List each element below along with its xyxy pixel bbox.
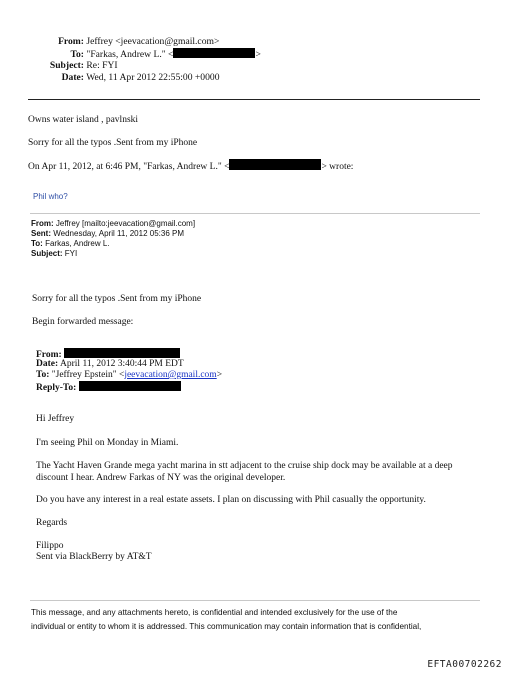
forward-to-row	[36, 370, 222, 381]
inner-divider	[30, 213, 480, 214]
forward-replyto-row	[36, 381, 181, 394]
forward-date-label: Date:	[36, 359, 59, 369]
redaction-box	[79, 381, 181, 391]
forward-to-suffix: >	[216, 370, 223, 380]
bates-number: EFTA00702262	[427, 659, 502, 670]
forward-to-email-link[interactable]: jeevacation@gmail.com	[124, 370, 217, 380]
header-divider	[28, 99, 480, 100]
quote-suffix: > wrote:	[321, 162, 354, 172]
inner-subject-row	[31, 249, 77, 259]
phil-who-text: Phil who?	[33, 192, 68, 201]
header-subject-value: Re: FYI	[86, 60, 118, 71]
inner-from-label: From:	[31, 219, 54, 228]
inner-typos-line: Sorry for all the typos .Sent from my iPhone	[32, 294, 202, 304]
signature-device: Sent via BlackBerry by AT&T	[36, 552, 152, 562]
inner-subject-value: FYI	[64, 249, 78, 258]
header-from-label: From:	[58, 36, 84, 47]
inner-sent-value: Wednesday, April 11, 2012 05:36 PM	[53, 229, 184, 238]
forward-date-row	[36, 359, 184, 370]
message-paragraph-1: I'm seeing Phil on Monday in Miami.	[36, 438, 179, 448]
forward-replyto-label: Reply-To:	[36, 383, 77, 393]
disclaimer-line-1: This message, and any attachments hereto, is confidential and intended exclusively for the use of the	[31, 608, 398, 617]
header-date-value: Wed, 11 Apr 2012 22:55:00 +0000	[86, 72, 220, 83]
header-from-row	[36, 36, 219, 48]
reply-line-2: Sorry for all the typos .Sent from my iPhone	[28, 138, 198, 148]
message-paragraph-3: Do you have any interest in a real estate assets. I plan on discussing with Phil casually the opportunity.	[36, 495, 426, 505]
inner-sent-row	[31, 229, 184, 239]
quote-prefix: On Apr 11, 2012, at 6:46 PM, "Farkas, Andrew L." <	[28, 162, 230, 172]
inner-to-row	[31, 239, 110, 249]
message-paragraph-2-line-1: The Yacht Haven Grande mega yacht marina in stt adjacent to the cruise ship dock may be available at a deep	[36, 461, 453, 471]
inner-to-value: Farkas, Andrew L.	[45, 239, 110, 248]
message-paragraph-2-line-2: discount I hear. Andrew Farkas of NY was the original developer.	[36, 473, 286, 483]
forward-date-value: April 11, 2012 3:40:44 PM EDT	[60, 359, 184, 369]
forward-from-label: From:	[36, 350, 62, 360]
forward-to-prefix: "Jeffrey Epstein" <	[51, 370, 125, 380]
forwarded-label: Begin forwarded message:	[32, 317, 134, 327]
header-from-value: Jeffrey <jeevacation@gmail.com>	[86, 36, 220, 47]
disclaimer-line-2: individual or entity to whom it is addressed. This communication may contain information that is confidential,	[31, 622, 422, 631]
header-subject-row	[36, 60, 118, 72]
inner-subject-label: Subject:	[31, 249, 63, 258]
inner-sent-label: Sent:	[31, 229, 51, 238]
header-subject-label: Subject:	[49, 60, 84, 71]
redaction-box	[173, 48, 255, 58]
redaction-box	[229, 159, 321, 170]
disclaimer-divider	[30, 600, 480, 601]
reply-line-1: Owns water island , pavlnski	[28, 115, 139, 125]
header-to-value-suffix: >	[255, 49, 261, 60]
inner-from-row	[31, 219, 195, 229]
message-greeting: Hi Jeffrey	[36, 414, 75, 424]
forward-to-label: To:	[36, 370, 50, 380]
inner-from-value: Jeffrey [mailto:jeevacation@gmail.com]	[55, 219, 196, 228]
inner-to-label: To:	[31, 239, 43, 248]
quote-attribution	[28, 159, 353, 173]
message-regards: Regards	[36, 518, 68, 528]
signature-name: Filippo	[36, 541, 64, 551]
header-to-label: To:	[70, 49, 84, 60]
redaction-box	[64, 348, 180, 358]
header-date-row	[36, 72, 220, 84]
header-to-value-prefix: "Farkas, Andrew L." <	[86, 49, 174, 60]
header-date-label: Date:	[61, 72, 84, 83]
